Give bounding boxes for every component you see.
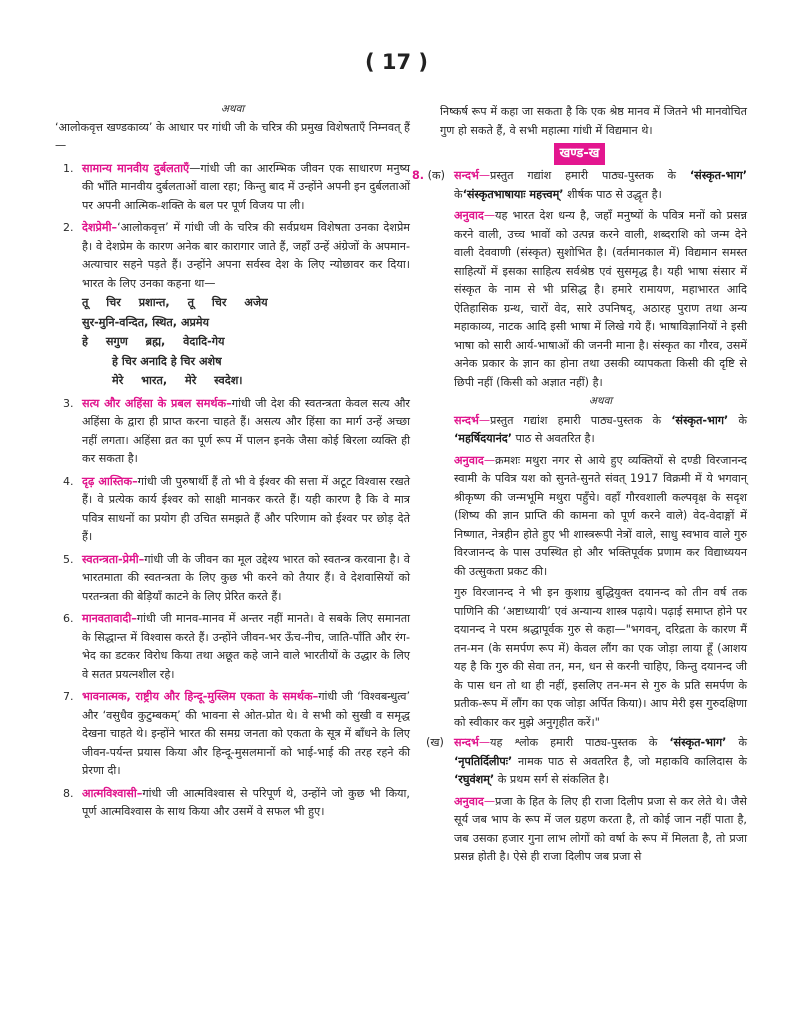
sandarbh-text: यह श्लोक हमारी पाठ्य-पुस्तक के <box>490 736 658 749</box>
anuvad-label: अनुवाद <box>454 794 484 808</box>
sandarbh-text: शीर्षक पाठ से उद्धृत है। <box>567 187 662 201</box>
lesson-name: ‘संस्कृतभाषायाः महत्त्वम्’ <box>462 187 564 201</box>
list-item <box>55 473 410 547</box>
label-dash: — <box>478 736 491 749</box>
item-text: ‘आलोकवृत्त’ में गांधी जी के चरित्र की सर्वप्रथम विशेषता उनका देशप्रेम है। वे देशप्रेम के कारण अनेक बार कारागार जाते हैं, जहाँ उन्हें अंग्रेजों के अपमान-अत्याचार सहने पड़ते हैं। उन्होंने अपना सर्वस्व देश के लिए न्योछावर कर दिया। भारत के लिए उनका कहना था— <box>82 221 410 290</box>
label-dash: — <box>478 169 491 182</box>
sandarbh-label: सन्दर्भ <box>454 736 479 749</box>
item-title: आत्मविश्वासी <box>82 786 137 800</box>
label-dash: — <box>478 413 491 427</box>
item-title: भावनात्मक, राष्ट्रीय और हिन्दू-मुस्लिम एकता के समर्थक <box>82 690 313 703</box>
item-sep: – <box>131 612 137 625</box>
item-sep: – <box>226 396 232 410</box>
sandarbh-text: प्रस्तुत गद्यांश हमारी पाठ्य-पुस्तक के <box>490 413 662 427</box>
athva-label: अथवा <box>220 103 245 115</box>
item-title: स्वतन्त्रता-प्रेमी <box>82 552 139 566</box>
anuvad-paragraph <box>412 452 747 582</box>
question-number: 8. <box>412 169 425 182</box>
item-sep: – <box>136 786 143 800</box>
list-item <box>55 551 410 607</box>
conclusion-text: निष्कर्ष रूप में कहा जा सकता है कि एक श्रेष्ठ मानव में जितने भी मानवोचित गुण हो सकते हैं, वे सभी महात्मा गांधी में विद्यमान थे। <box>440 105 747 137</box>
poem-line: हे सगुण ब्रह्म, वेदादि-गेय <box>82 335 225 348</box>
item-number: 5. <box>63 552 74 566</box>
item-title: सामान्य मानवीय दुर्बलताएँ <box>82 161 190 175</box>
sandarbh-text: के <box>454 187 463 201</box>
sandarbh-text: प्रस्तुत गद्यांश हमारी पाठ्य-पुस्तक के <box>490 169 677 182</box>
sandarbh-text: के प्रथम सर्ग से संकलित है। <box>497 773 609 786</box>
item-sep: – <box>138 552 145 566</box>
sandarbh-label: सन्दर्भ <box>454 169 479 182</box>
item-sep: – <box>312 690 319 703</box>
list-item <box>55 160 410 216</box>
item-title: दृढ़ आस्तिक <box>82 474 133 488</box>
item-sep: – <box>111 221 118 234</box>
item-number: 2. <box>63 221 74 234</box>
anuvad-text: क्रमशः मथुरा नगर से आये हुए व्यक्तियों से दण्डी विरजानन्द स्वामी के पवित्र यश को सुनते-सुनते संवत् 1917 विक्रमी में ये भगवान् श्रीकृष्ण की जन्मभूमि मथुरा पहुँचे। वहाँ गौरवशाली कल्पवृक्ष के सदृश (शिष्य की ज्ञान प्राप्ति की कामना को पूर्ण करने वाले) वेद-वेदाङ्गों में निष्णात, नेत्रहीन होते हुए भी शास्त्ररूपी नेत्रों वाले, साधु स्वभाव वाले गुरु विरजानन्द के पास उपस्थित हो और भक्तिपूर्वक प्रणाम कर विद्याध्ययन की उत्सुकता प्रकट की। <box>454 453 747 578</box>
poem-line: तू चिर प्रशान्त, तू चिर अजेय <box>82 296 268 309</box>
anuvad-label: अनुवाद <box>454 209 484 222</box>
item-text: गांधी जी पुरुषार्थी हैं तो भी वे ईश्वर की सत्ता में अटूट विश्वास रखते हैं। वे प्रत्येक कार्य ईश्वर को साक्षी मानकर करते हैं। यही कारण है कि वे मात्र पवित्र साधनों का प्रयोग ही उचित समझते हैं और परिणाम को ईश्वर पर छोड़ देते हैं। <box>82 474 411 543</box>
sandarbh-label: सन्दर्भ <box>454 413 479 427</box>
list-item <box>55 785 410 822</box>
item-text: गांधी जी के जीवन का मूल उद्देश्य भारत को स्वतन्त्र करवाना है। वे भारतमाता की स्वतन्त्रता के लिए कुछ भी करने को तैयार हैं। वे देशवासियों को परतन्त्रता की बेड़ियाँ काटने के लिए प्रेरित करते हैं। <box>82 552 410 603</box>
item-number: 8. <box>63 786 74 800</box>
item-title: देशप्रेमी <box>82 221 112 234</box>
right-column <box>412 100 747 867</box>
poem-line: मेरे भारत, मेरे स्वदेश। <box>112 374 243 387</box>
label-dash: — <box>483 453 496 467</box>
item-sep: – <box>132 474 138 488</box>
page-number: ( 17 ) <box>364 50 429 74</box>
question-ka-sandarbh <box>412 167 747 204</box>
sandarbh-text: के <box>738 736 747 749</box>
anuvad-paragraph-2: गुरु विरजानन्द ने भी इन कुशाग्र बुद्धियुक्त दयानन्द को तीन वर्ष तक पाणिनि की ‘अष्टाध्यायी’ एवं अन्यान्य शास्त्र पढ़ाये। पढ़ाई समाप्त होने पर दयानन्द ने परम श्रद्धापूर्वक गुरु से कहा—"भगवन्, दरिद्रता के कारण मैं तन-मन (के समर्पण रूप में) केवल लौंग का एक जोड़ा लाया हूँ (आशय यह है कि गुरु की सेवा तन, मन, धन से करनी चाहिए, किन्तु दयानन्द जी के पास धन तो था ही नहीं, इसलिए तन-मन से गुरु के प्रति समर्पण के प्रतीक-रूप में लौंग का एक जोड़ा अर्पित किया)। आप मेरी इस गुरुदक्षिणा को स्वीकार कर मुझे अनुगृहीत करें।" <box>454 586 747 729</box>
anuvad-label: अनुवाद <box>454 453 484 467</box>
item-number: 4. <box>63 474 74 488</box>
anuvad-paragraph <box>412 793 747 867</box>
poem-line: हे चिर अनादि हे चिर अशेष <box>112 354 222 368</box>
anuvad-text: प्रजा के हित के लिए ही राजा दिलीप प्रजा से कर लेते थे। जैसे सूर्य जब भाप के रूप में जल ग्रहण करता है, तो कोई जान नहीं पाता है, जब उसका हजार गुना लाभ लोगों को वर्षा के रूप में मिलता है, तो प्रजा प्रसन्न होती है। ऐसे ही राजा दिलीप जब प्रजा से <box>454 794 747 863</box>
sub-question-label: (क) <box>427 169 445 182</box>
lesson-name: ‘महर्षिदयानंद’ <box>454 432 512 445</box>
list-item <box>55 688 410 781</box>
item-text: गांधी जी का आरम्भिक जीवन एक साधारण मनुष्य की भाँति मानवीय दुर्बलताओं वाला रहा; किन्तु बाद में उन्होंने अपनी इन दुर्बलताओं पर अपनी आत्मिक-शक्ति के बल पर पूर्ण विजय पा ली। <box>82 161 411 212</box>
label-dash: — <box>483 794 496 808</box>
item-text: गांधी जी मानव-मानव में अन्तर नहीं मानते। वे सबके लिए समानता के सिद्धान्त में विश्वास करते हैं। उन्होंने जीवन-भर ऊँच-नीच, जाति-पाँति और रंग-भेद का डटकर विरोध किया तथा अछूत कहे जाने वाले भारतीयों के उद्धार के लिए वे सतत प्रयत्नशील रहे। <box>82 612 410 681</box>
item-number: 7. <box>63 690 74 703</box>
anuvad-paragraph <box>412 207 747 392</box>
epic-name: ‘रघुवंशम्’ <box>454 773 495 786</box>
item-title: सत्य और अहिंसा के प्रबल समर्थक <box>82 396 227 410</box>
poem <box>55 293 410 391</box>
book-name: ‘संस्कृत-भाग’ <box>669 736 727 749</box>
item-number: 1. <box>63 161 74 175</box>
intro-text: ‘आलोकवृत्त खण्डकाव्य’ के आधार पर गांधी जी के चरित्र की प्रमुख विशेषताएँ निम्नवत् हैं— <box>55 120 410 152</box>
item-text: गांधी जी देश की स्वतन्त्रता केवल सत्य और अहिंसा के द्वारा ही प्राप्त करना चाहते हैं। असत्य और हिंसा का मार्ग उन्हें अच्छा नहीं लगता। अहिंसा व्रत का पूर्ण रूप में पालन इनके जैसा कोई बिरला व्यक्ति ही कर सकता है। <box>82 396 410 465</box>
book-name: ‘संस्कृत-भाग’ <box>689 169 747 182</box>
section-badge: खण्ड-ख <box>554 143 606 165</box>
sandarbh-text: नामक पाठ से अवतरित है, जो महाकवि कालिदास के <box>517 754 747 768</box>
item-sep: — <box>189 161 201 175</box>
athva-label: अथवा <box>588 395 613 407</box>
item-number: 3. <box>63 396 74 410</box>
left-column <box>55 100 410 822</box>
item-text: गांधी जी आत्मविश्वास से परिपूर्ण थे, उन्होंने जो कुछ भी किया, पूर्ण आत्मविश्वास के साथ किया और उसमें वे सफल भी हुए। <box>82 786 410 818</box>
anuvad-text: यह भारत देश धन्य है, जहाँ मनुष्यों के पवित्र मनों को प्रसन्न करने वाली, उच्च भावों को उत्पन्न करने वाली, शब्दराशि को जन्म देने वाली देववाणी (संस्कृत) सुशोभित है। (वर्तमानकाल में) विद्यमान समस्त साहित्यों में इसका साहित्य सर्वश्रेष्ठ एवं सुसमृद्ध है। यही भाषा संसार में संस्कृत के नाम से भी प्रसिद्ध है। हमारे रामायण, महाभारत आदि ऐतिहासिक ग्रन्थ, चारों वेद, सारे उपनिषद्, अठारह पुराण तथा अन्य महाकाव्य, नाटक आदि इसी भाषा में लिखे गये हैं। भाषाविज्ञानियों ने इसी भाषा को सारी आर्य-भाषाओं की जननी माना है। संस्कृत का गौरव, उसमें अनेक प्रकार के ज्ञान का होना तथा उसकी व्यापकता किसी की दृष्टि से छिपी नहीं (किसी को अज्ञात नहीं) है। <box>454 209 747 389</box>
lesson-name: ‘नृपतिर्दिलीपः’ <box>454 754 513 768</box>
list-item <box>55 610 410 684</box>
list-item <box>55 219 410 293</box>
sub-question-label: (ख) <box>426 736 444 749</box>
section-heading <box>412 143 747 165</box>
book-name: ‘संस्कृत-भाग’ <box>671 413 729 427</box>
sandarbh-text: पाठ से अवतरित है। <box>515 432 595 445</box>
question-label <box>412 167 445 186</box>
sandarbh-text: के <box>738 413 748 427</box>
sandarbh-paragraph <box>412 412 747 449</box>
poem-line: सुर-मुनि-वन्दित, स्थित, अप्रमेय <box>82 315 210 329</box>
item-number: 6. <box>63 612 74 625</box>
list-item <box>55 395 410 469</box>
label-dash: — <box>483 209 496 222</box>
item-text: गांधी जी ‘विश्वबन्धुत्व’ और ‘वसुधैव कुटुम्बकम्’ की भावना से ओत-प्रोत थे। वे सभी को सुखी व समृद्ध देखना चाहते थे। इन्होंने भारत की समग्र जनता को एकता के सूत्र में बाँधने के लिए जीवन-पर्यन्त प्रयास किया और हिन्दू-मुसलमानों को भाई-भाई की तरह रहने की प्रेरणा दी। <box>82 690 410 777</box>
item-title: मानवतावादी <box>82 612 132 625</box>
question-kha-sandarbh <box>412 734 747 790</box>
